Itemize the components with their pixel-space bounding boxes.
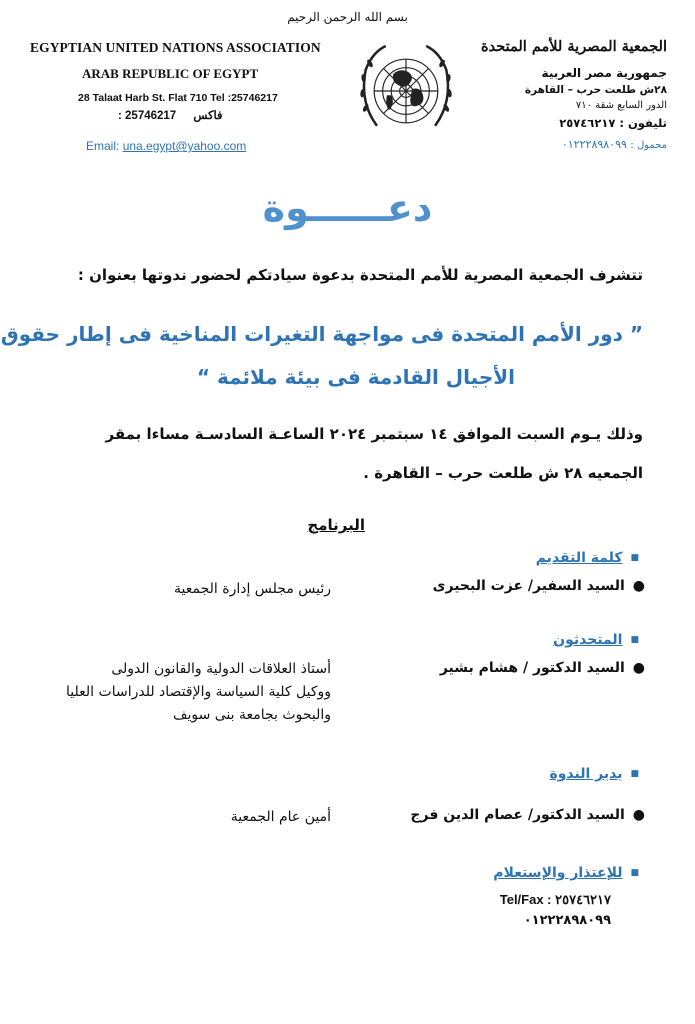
un-emblem-icon bbox=[353, 38, 459, 144]
topic-line-2: الأجيال القادمة فى بيئة ملائمة “ bbox=[196, 365, 515, 389]
role-line: ووكيل كلية السياسة والإقتصاد للدراسات العليا bbox=[66, 684, 331, 700]
mobile-number: ٠١٢٢٢٨٩٨٠٩٩ bbox=[561, 138, 627, 151]
event-location-line: الجمعيه ٢٨ ش طلعت حرب – القاهرة . bbox=[363, 464, 643, 482]
telfax-number: ٢٥٧٤٦٢١٧ bbox=[555, 892, 611, 907]
section-title-label: يدير الندوة bbox=[549, 766, 623, 782]
square-bullet-icon: ■ bbox=[630, 635, 639, 645]
mobile-label: محمول : bbox=[630, 140, 667, 151]
section-title-inquiries bbox=[493, 865, 639, 881]
speaker-moderator bbox=[410, 807, 645, 823]
basmala: بسم الله الرحمن الرحيم bbox=[287, 10, 408, 24]
square-bullet-icon: ■ bbox=[630, 868, 639, 878]
topic-line-1: ” دور الأمم المتحدة فى مواجهة التغيرات المناخية فى إطار حقوق bbox=[0, 322, 643, 346]
section-title-label: كلمة التقديم bbox=[535, 550, 623, 566]
arabic-mobile-row bbox=[562, 138, 667, 151]
email-link[interactable]: una.egypt@yahoo.com bbox=[122, 139, 247, 153]
fax-label: فاكس bbox=[193, 110, 223, 122]
section-title-label: المتحدثون bbox=[553, 632, 623, 648]
role-line: والبحوث بجامعة بنى سويف bbox=[172, 707, 331, 723]
arabic-street: ٢٨ش طلعت حرب – القاهرة bbox=[524, 84, 667, 96]
english-org-name: EGYPTIAN UNITED NATIONS ASSOCIATION bbox=[30, 40, 321, 55]
telfax-label: Tel/Fax : bbox=[499, 892, 552, 907]
speaker-name: السيد الدكتور/ عصام الدين فرج bbox=[410, 807, 625, 823]
speaker-main bbox=[440, 660, 645, 676]
speaker-role bbox=[174, 578, 331, 601]
bullet-icon: ● bbox=[632, 578, 645, 594]
telfax-row bbox=[500, 892, 611, 908]
speaker-role bbox=[66, 658, 331, 727]
email-row bbox=[86, 139, 246, 153]
speaker-name: السيد الدكتور / هشام بشير bbox=[439, 660, 625, 676]
english-address: 28 Talaat Harb St. Flat 710 Tel :25746217 bbox=[78, 92, 278, 104]
email-label: Email: bbox=[86, 139, 120, 153]
section-title-moderator bbox=[549, 766, 639, 782]
speaker-name: السيد السفير/ عزت البحيرى bbox=[432, 578, 625, 594]
role-line: أمين عام الجمعية bbox=[230, 809, 331, 825]
english-fax-row bbox=[118, 108, 237, 122]
arabic-floor: الدور السابع شقة ٧١٠ bbox=[575, 100, 667, 111]
invitation-title: دعــــــوة bbox=[262, 186, 433, 230]
speaker-opening bbox=[433, 578, 645, 594]
section-title-opening bbox=[536, 550, 639, 566]
section-title-label: للإعتذار والإستعلام bbox=[493, 865, 623, 881]
arabic-country: جمهورية مصر العربية bbox=[541, 66, 667, 80]
role-line: رئيس مجلس إدارة الجمعية bbox=[174, 581, 331, 597]
invitation-intro: تتشرف الجمعية المصرية للأمم المتحدة بدعوة سيادتكم لحضور ندوتها بعنوان : bbox=[77, 266, 643, 284]
square-bullet-icon: ■ bbox=[630, 553, 639, 563]
fax-number: : 25746217 bbox=[118, 110, 177, 122]
square-bullet-icon: ■ bbox=[630, 769, 639, 779]
inquiry-mobile: ٠١٢٢٢٨٩٨٠٩٩ bbox=[523, 913, 611, 928]
role-line: أستاذ العلاقات الدولية والقانون الدولى bbox=[111, 661, 331, 677]
bullet-icon: ● bbox=[632, 660, 645, 676]
bullet-icon: ● bbox=[632, 807, 645, 823]
arabic-phone: تليفون : ٢٥٧٤٦٢١٧ bbox=[559, 116, 667, 130]
english-country: ARAB REPUBLIC OF EGYPT bbox=[82, 66, 259, 81]
event-datetime-line: وذلك يـوم السبت الموافق ١٤ سبتمبر ٢٠٢٤ الساعـة السادسـة مساءا بمقر bbox=[105, 425, 643, 443]
speaker-role bbox=[231, 806, 331, 829]
arabic-org-name: الجمعية المصرية للأمم المتحدة bbox=[481, 38, 667, 55]
program-heading: البرنامج bbox=[307, 516, 365, 534]
section-title-speakers bbox=[553, 632, 639, 648]
